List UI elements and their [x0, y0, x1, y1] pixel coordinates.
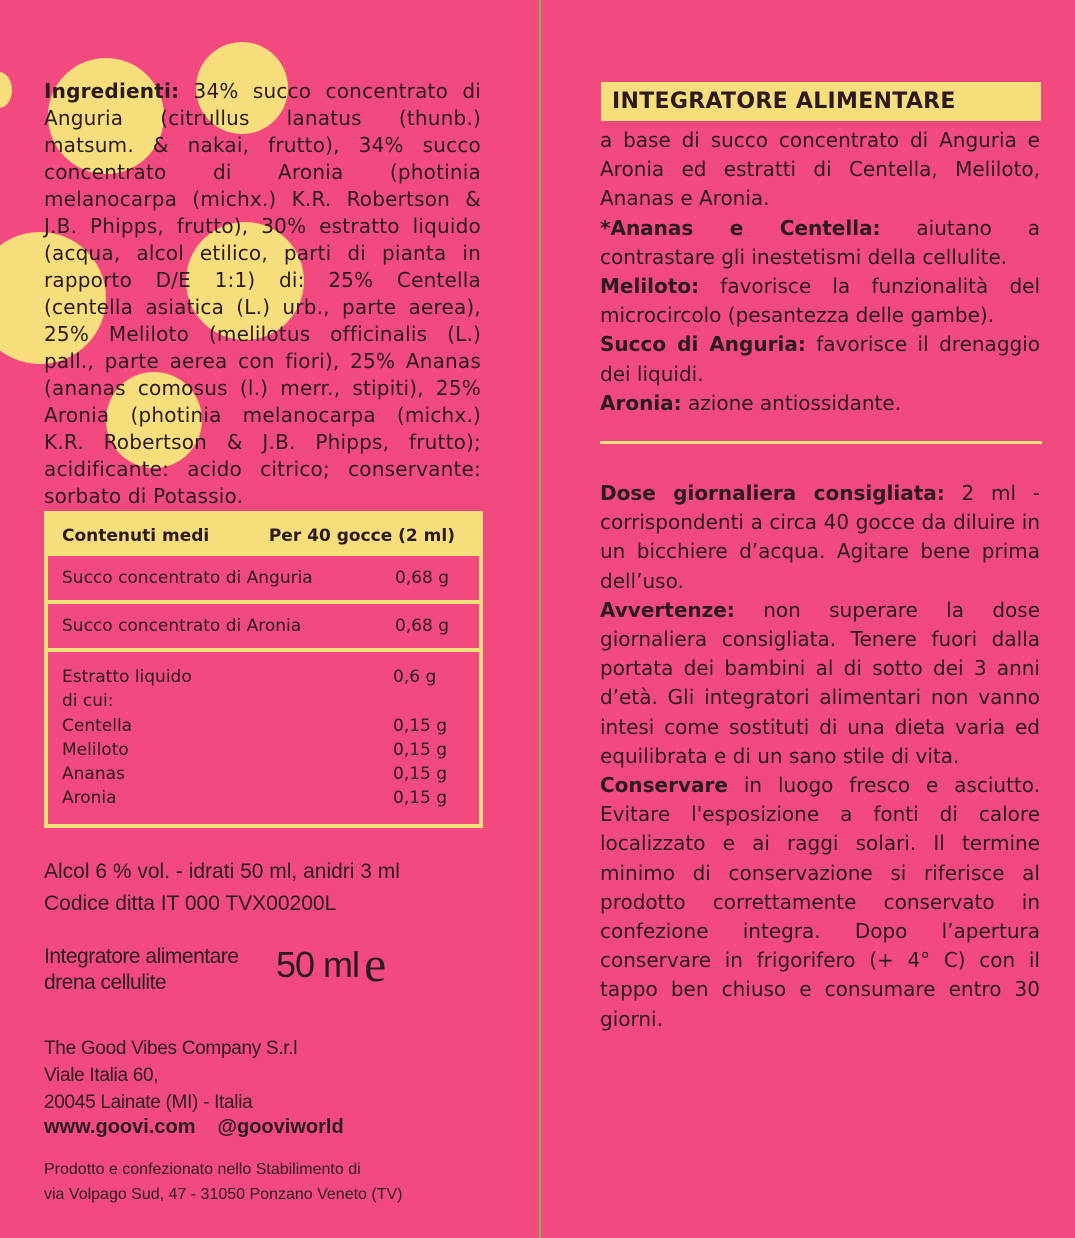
company-name: The Good Vibes Company S.r.l	[44, 1038, 298, 1059]
table-cell-value: 0,68 g	[394, 616, 449, 636]
panel-divider	[539, 0, 541, 1238]
table-header	[48, 515, 479, 556]
alcohol-line: Alcol 6 % vol. - idrati 50 ml, anidri 3 ml	[44, 860, 400, 883]
estimated-sign-icon: e	[364, 936, 387, 992]
warnings-text: non superare la dose giornaliera consigliata. Tenere fuori dalla portata dei bambini al di sotto dei 3 anni d’età. Gli integratori alimentari non vanno intesi come sostituti di una dieta varia ed equilibrata e di un sano stile di vita.	[600, 597, 1040, 768]
claim-text: favorisce la funzionalità del microcircolo (pesantezza delle gambe).	[600, 274, 1040, 328]
plant-info	[44, 1157, 524, 1207]
claim-text: azione antiossidante.	[688, 390, 902, 415]
table-row	[48, 652, 479, 811]
section-divider	[600, 441, 1042, 444]
claim-label: Succo di Anguria:	[600, 332, 806, 357]
decorative-dot	[0, 72, 12, 108]
claim-text: favorisce il drenaggio dei liquidi.	[600, 332, 1040, 386]
claim-text: aiutano a contrastare gli inestetismi della cellulite.	[600, 215, 1040, 269]
table-header-col1: Contenuti medi	[62, 525, 210, 546]
website-link[interactable]: www.goovi.com	[44, 1116, 196, 1138]
dose-paragraph	[600, 479, 1040, 596]
table-row	[48, 556, 479, 604]
table-cell-value	[393, 689, 449, 713]
supplement-title: INTEGRATORE ALIMENTARE	[601, 82, 1041, 121]
ingredients-label: Ingredienti:	[44, 79, 180, 103]
table-cell-value: 0,15 g	[393, 764, 448, 785]
product-line-1: Integratore alimentare	[44, 945, 239, 968]
company-street: Viale Italia 60,	[44, 1065, 159, 1086]
table-cell-name: Ananas	[62, 764, 125, 785]
ingredients-text: 34% succo concentrato di Anguria (citrullus lanatus (thunb.) matsum. & nakai, frutto), 34% succo concentrato di Aronia (photinia melanocarpa (michx.) K.R. Robertson & J.B. Phipps, frutto), 30% estratto liquido (acqua, alcol etilico, parti di pianta in rapporto D/E 1:1) di: 25% Centella (centella asiatica (L.) urb., parte aerea), 25% Meliloto (melilotus officinalis (L.) pall., parte aerea con fiori), 25% Ananas (ananas comosus (l.) merr., stipiti), 25% Aronia (photinia melanocarpa (michx.) K.R. Robertson & J.B. Phipps, frutto); acidificante: acido citrico; conservante: sorbato di Potassio.	[44, 79, 482, 508]
claim-label: Aronia:	[600, 390, 682, 415]
claim-item	[600, 389, 1040, 418]
table-cell-value: 0,15 g	[393, 788, 448, 809]
table-row	[48, 604, 479, 652]
web-links	[44, 1116, 524, 1139]
dose-text: 2 ml - corrispondenti a circa 40 gocce da diluire in un bicchiere d’acqua. Agitare bene prima dell’uso.	[600, 481, 1040, 593]
table-cell-name: di cui:	[62, 691, 114, 712]
table-header-col2: Per 40 gocce (2 ml)	[268, 525, 455, 546]
table-cell-name: Estratto liquido	[62, 667, 192, 687]
table-subnames	[62, 665, 192, 811]
alcohol-info	[44, 856, 524, 920]
table-cell-value: 0,68 g	[394, 568, 449, 588]
ingredients-block	[44, 78, 481, 510]
usage-instructions	[600, 479, 1040, 1034]
product-description	[600, 126, 1040, 418]
social-handle[interactable]: @gooviworld	[217, 1116, 344, 1138]
warnings-label: Avvertenze:	[600, 597, 735, 622]
table-cell-name: Aronia	[62, 788, 117, 809]
company-city: 20045 Lainate (MI) - Italia	[44, 1092, 253, 1113]
claim-item	[600, 330, 1040, 388]
claim-label: Meliloto:	[600, 274, 700, 299]
nutrition-table	[44, 511, 483, 828]
plant-line-2: via Volpago Sud, 47 - 31050 Ponzano Veneto (TV)	[44, 1186, 403, 1203]
ingredients-paragraph	[44, 78, 481, 510]
table-cell-name: Centella	[62, 715, 133, 736]
claim-item	[600, 272, 1040, 330]
claim-item	[600, 214, 1040, 272]
product-line-2: drena cellulite	[44, 971, 167, 994]
table-subvalues	[393, 665, 449, 811]
dose-label: Dose giornaliera consigliata:	[600, 481, 945, 505]
warnings-paragraph	[600, 596, 1040, 771]
company-code: Codice ditta IT 000 TVX00200L	[44, 892, 337, 915]
storage-text: in luogo fresco e asciutto. Evitare l'esposizione a fonti di calore localizzato e ai raggi solari. Il termine minimo di conservazione si riferisce al prodotto correttamente conservato in confezione integra. Dopo l’apertura conservare in frigorifero (+ 4° C) con il tappo ben chiuso e consumare entro 30 giorni.	[600, 773, 1041, 1031]
company-address	[44, 1035, 524, 1116]
table-cell-name: Succo concentrato di Anguria	[62, 568, 313, 588]
claim-label: *Ananas e Centella:	[600, 215, 881, 240]
storage-paragraph	[600, 771, 1040, 1034]
table-cell-value: 0,15 g	[393, 739, 448, 760]
table-cell-name: Succo concentrato di Aronia	[62, 616, 302, 636]
intro-text: a base di succo concentrato di Anguria e Aronia ed estratti di Centella, Meliloto, Ananas e Aronia.	[600, 128, 1040, 211]
table-cell-name: Meliloto	[62, 739, 129, 760]
storage-label: Conservare	[600, 773, 728, 798]
plant-line-1: Prodotto e confezionato nello Stabilimento di	[44, 1161, 361, 1178]
volume-label: 50 ml	[276, 944, 360, 985]
table-cell-value: 0,15 g	[393, 715, 448, 736]
table-cell-value: 0,6 g	[393, 667, 437, 687]
